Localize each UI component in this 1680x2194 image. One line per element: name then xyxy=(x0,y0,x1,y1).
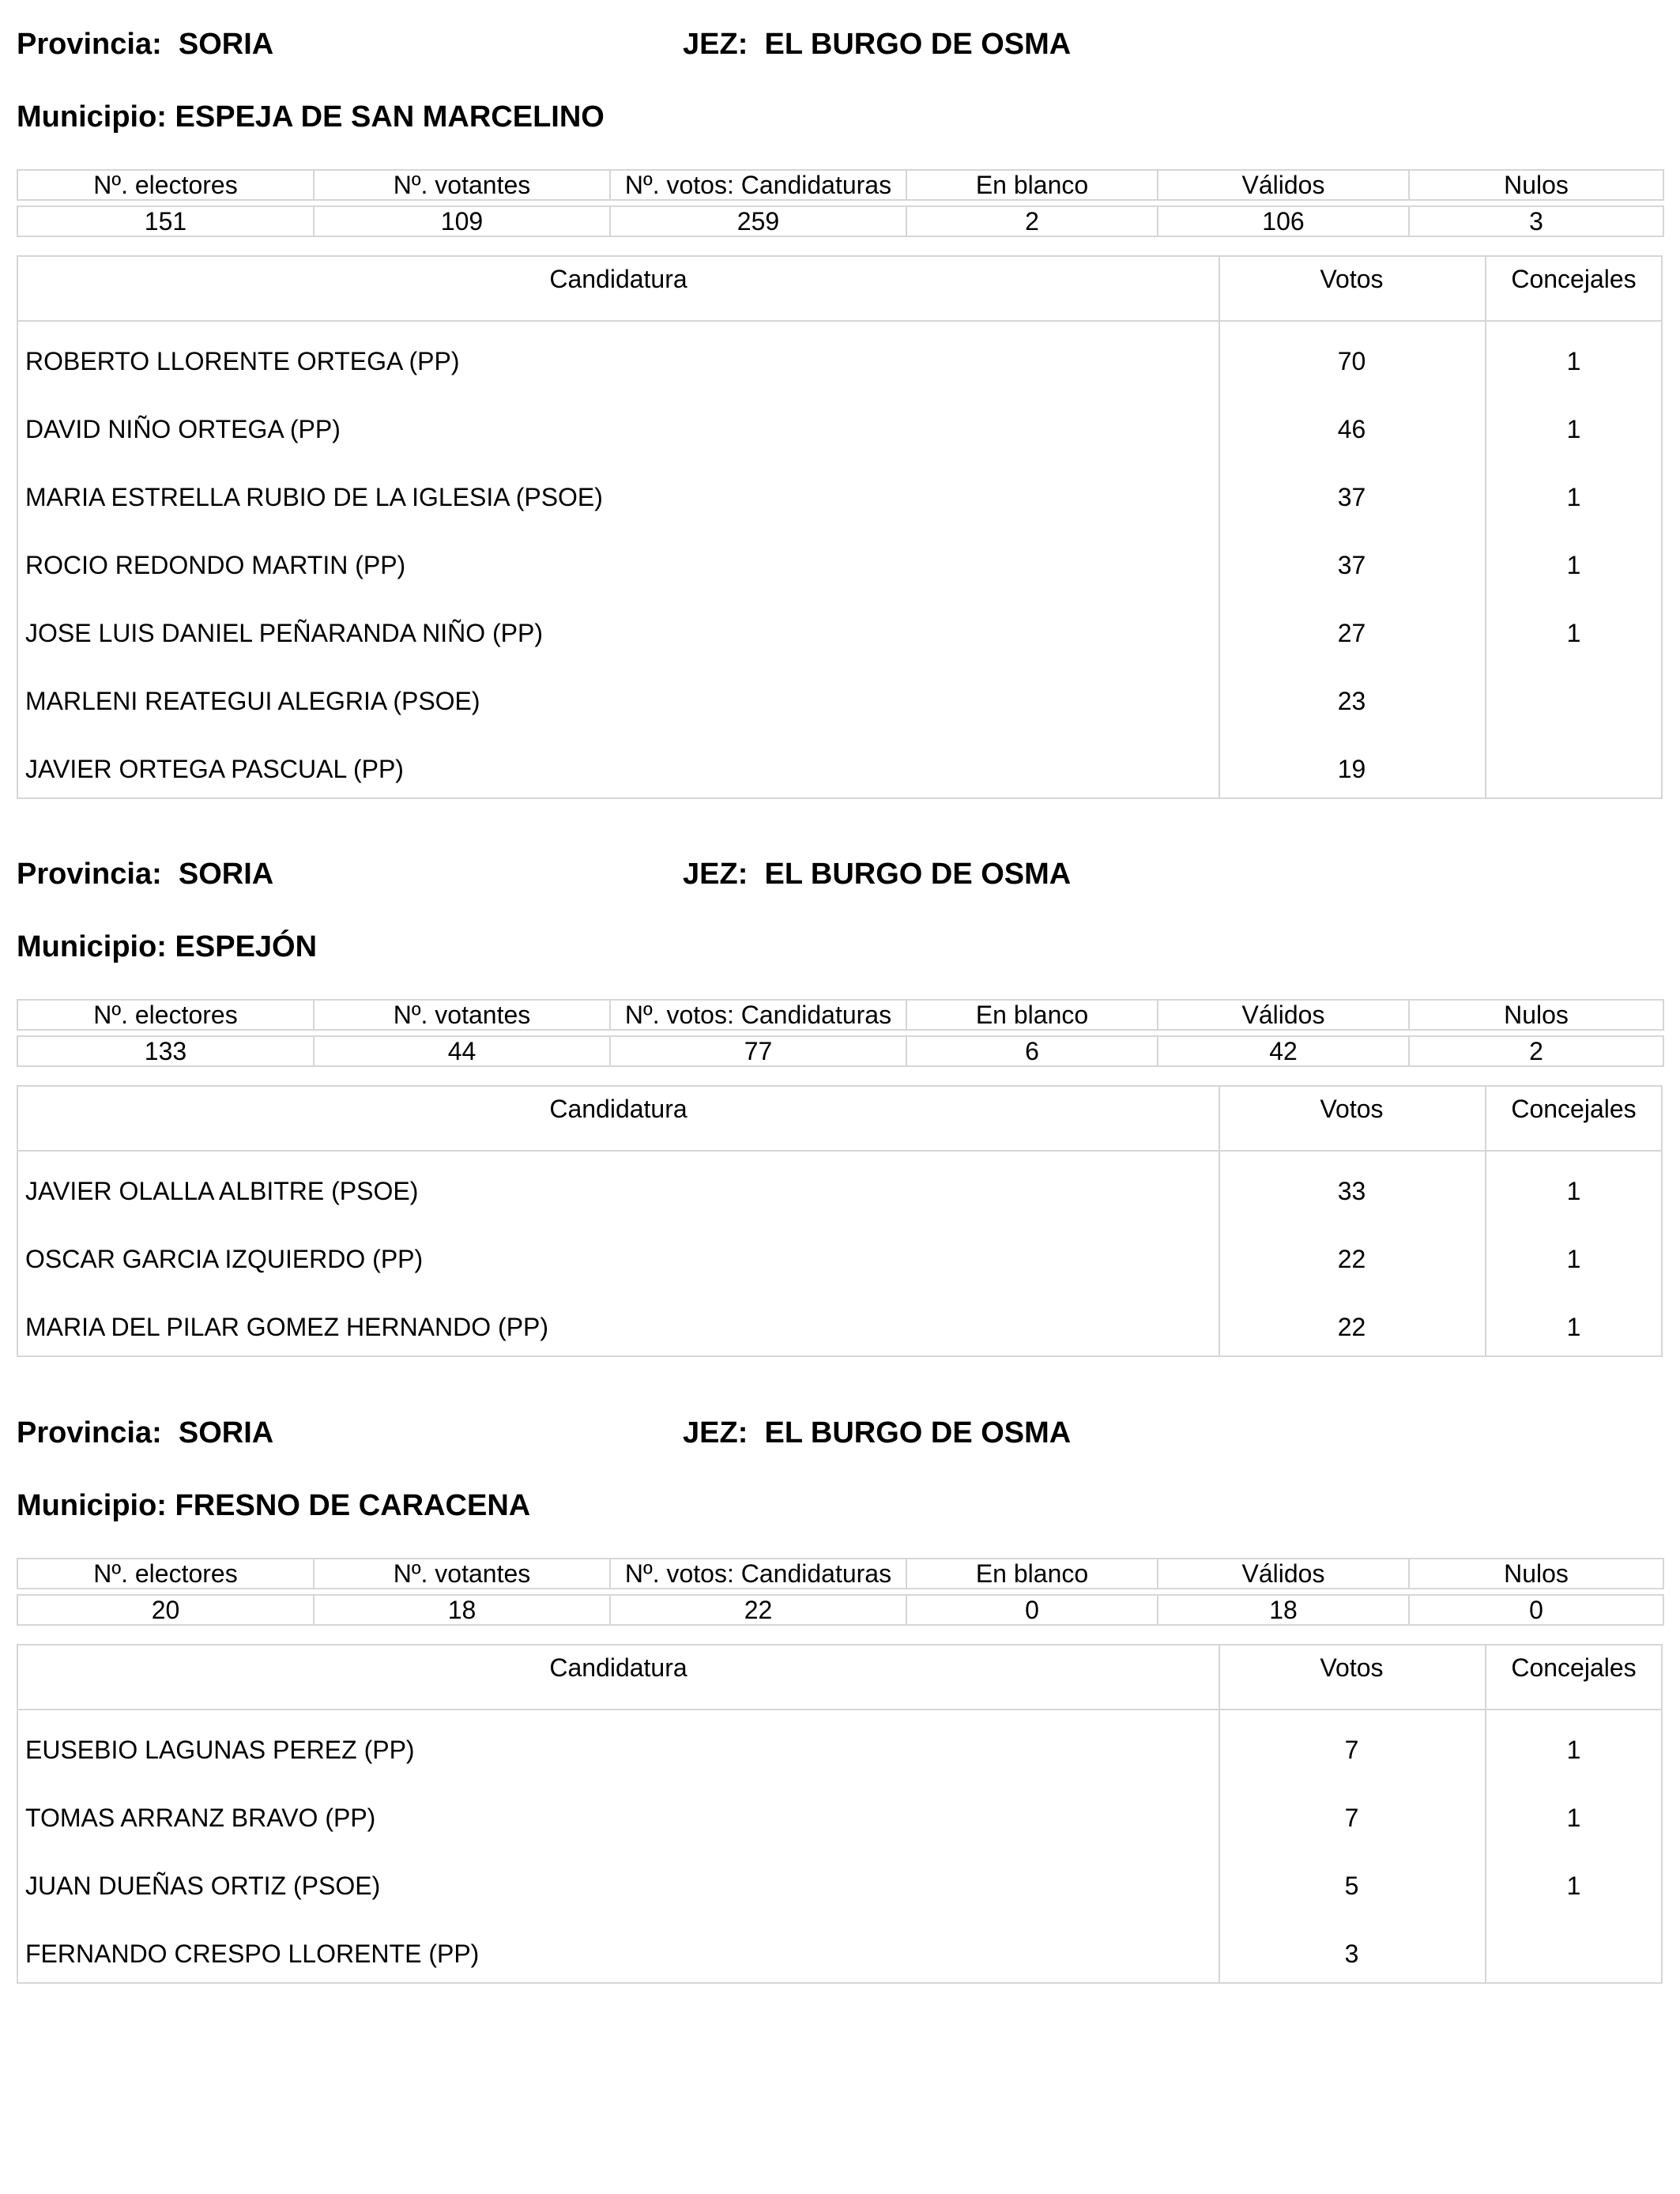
candidate-name: ROCIO REDONDO MARTIN (PP) xyxy=(25,551,406,579)
stats-value-cell: 20 xyxy=(17,1595,314,1625)
candidate-votes: 5 xyxy=(1344,1872,1359,1900)
stats-value-cell: 0 xyxy=(906,1595,1158,1625)
jez-line xyxy=(683,28,1071,60)
candidate-name: OSCAR GARCIA IZQUIERDO (PP) xyxy=(25,1245,424,1273)
candidate-votes: 3 xyxy=(1344,1940,1359,1968)
candidate-row xyxy=(18,594,1661,662)
candidate-row xyxy=(18,1846,1661,1914)
stats-header-cell: Nº. votantes xyxy=(314,1559,610,1589)
stats-header-cell: Nº. votos: Candidaturas xyxy=(610,170,906,200)
candidate-votes: 22 xyxy=(1337,1313,1366,1341)
stats-header-cell: En blanco xyxy=(906,1000,1158,1030)
stats-table xyxy=(17,999,1664,1067)
municipality-section xyxy=(17,0,1663,783)
stats-table xyxy=(17,1558,1664,1626)
candidate-votes: 37 xyxy=(1337,483,1366,511)
stats-value-row xyxy=(17,1036,1663,1066)
stats-header-cell: Válidos xyxy=(1158,1559,1409,1589)
candidatura-header: Candidatura xyxy=(549,1653,687,1682)
concejales-header: Concejales xyxy=(1511,1653,1637,1682)
candidate-row xyxy=(18,526,1661,594)
stats-header-cell: Nulos xyxy=(1409,170,1663,200)
candidatura-header: Candidatura xyxy=(549,265,687,293)
jez-value: EL BURGO DE OSMA xyxy=(764,1416,1072,1449)
stats-value-cell: 106 xyxy=(1158,206,1409,236)
jez-label: JEZ: xyxy=(683,858,765,891)
municipio-value: ESPEJÓN xyxy=(175,930,318,963)
municipio-value: ESPEJA DE SAN MARCELINO xyxy=(175,100,605,134)
provincia-label: Provincia: xyxy=(17,858,179,891)
stats-header-cell: Nº. votantes xyxy=(314,170,610,200)
stats-header-row xyxy=(17,1000,1663,1030)
candidate-concejales: 1 xyxy=(1566,415,1581,443)
candidate-name: MARIA ESTRELLA RUBIO DE LA IGLESIA (PSOE) xyxy=(25,483,603,511)
provincia-label: Provincia: xyxy=(17,28,179,61)
stats-value-row xyxy=(17,206,1663,236)
candidate-row xyxy=(18,1152,1661,1220)
stats-table xyxy=(17,169,1664,237)
stats-value-cell: 42 xyxy=(1158,1036,1409,1066)
municipality-section xyxy=(17,1389,1663,1968)
concejales-header: Concejales xyxy=(1511,1095,1637,1123)
provincia-value: SORIA xyxy=(178,28,274,61)
municipio-label: Municipio: xyxy=(17,100,175,134)
stats-value-cell: 2 xyxy=(906,206,1158,236)
stats-value-cell: 259 xyxy=(610,206,906,236)
candidate-name: DAVID NIÑO ORTEGA (PP) xyxy=(25,415,341,443)
stats-value-cell: 0 xyxy=(1409,1595,1663,1625)
candidates-header-row xyxy=(18,257,1661,322)
stats-header-cell: Nº. electores xyxy=(17,1559,314,1589)
stats-value-cell: 6 xyxy=(906,1036,1158,1066)
candidate-row xyxy=(18,662,1661,729)
municipio-line xyxy=(17,101,605,133)
stats-value-cell: 151 xyxy=(17,206,314,236)
section-header xyxy=(17,0,1663,146)
candidate-concejales: 1 xyxy=(1566,551,1581,579)
candidate-name: ROBERTO LLORENTE ORTEGA (PP) xyxy=(25,347,460,375)
candidates-table xyxy=(17,1644,1663,1984)
jez-label: JEZ: xyxy=(683,1416,765,1449)
section-header xyxy=(17,1389,1663,1535)
votos-header: Votos xyxy=(1320,1095,1384,1123)
candidate-concejales: 1 xyxy=(1566,347,1581,375)
stats-value-cell: 22 xyxy=(610,1595,906,1625)
stats-header-cell: Nulos xyxy=(1409,1000,1663,1030)
candidate-votes: 27 xyxy=(1337,619,1366,647)
candidate-votes: 37 xyxy=(1337,551,1366,579)
candidates-table xyxy=(17,1085,1663,1357)
candidate-name: MARLENI REATEGUI ALEGRIA (PSOE) xyxy=(25,687,480,715)
provincia-value: SORIA xyxy=(178,1416,274,1449)
stats-header-cell: Nº. votos: Candidaturas xyxy=(610,1000,906,1030)
stats-value-cell: 44 xyxy=(314,1036,610,1066)
candidate-row xyxy=(18,458,1661,526)
candidate-votes: 70 xyxy=(1337,347,1366,375)
candidate-votes: 33 xyxy=(1337,1177,1366,1205)
stats-header-cell: Nulos xyxy=(1409,1559,1663,1589)
stats-value-cell: 2 xyxy=(1409,1036,1663,1066)
candidates-header-row xyxy=(18,1087,1661,1152)
municipio-value: FRESNO DE CARACENA xyxy=(175,1489,531,1522)
candidates-header-row xyxy=(18,1646,1661,1710)
candidate-row xyxy=(18,322,1661,390)
candidates-table xyxy=(17,255,1663,799)
candidatura-header: Candidatura xyxy=(549,1095,687,1123)
stats-value-cell: 3 xyxy=(1409,206,1663,236)
provincia-line xyxy=(17,28,273,60)
stats-value-cell: 18 xyxy=(1158,1595,1409,1625)
candidate-name: FERNANDO CRESPO LLORENTE (PP) xyxy=(25,1940,480,1968)
candidate-name: JAVIER OLALLA ALBITRE (PSOE) xyxy=(25,1177,419,1205)
candidate-concejales: 1 xyxy=(1566,483,1581,511)
stats-header-row xyxy=(17,1559,1663,1589)
candidate-concejales: 1 xyxy=(1566,1245,1581,1273)
candidate-concejales: 1 xyxy=(1566,1736,1581,1764)
candidate-name: JAVIER ORTEGA PASCUAL (PP) xyxy=(25,755,404,783)
stats-header-cell: Nº. votantes xyxy=(314,1000,610,1030)
candidate-concejales: 1 xyxy=(1566,1177,1581,1205)
municipality-section xyxy=(17,830,1663,1341)
candidate-name: JUAN DUEÑAS ORTIZ (PSOE) xyxy=(25,1872,381,1900)
jez-line xyxy=(683,858,1071,890)
candidate-concejales: 1 xyxy=(1566,1872,1581,1900)
provincia-value: SORIA xyxy=(178,858,274,891)
candidate-votes: 23 xyxy=(1337,687,1366,715)
stats-value-cell: 109 xyxy=(314,206,610,236)
municipio-line xyxy=(17,1490,530,1521)
candidate-row xyxy=(18,1778,1661,1846)
provincia-line xyxy=(17,858,273,890)
provincia-label: Provincia: xyxy=(17,1416,179,1449)
candidate-concejales: 1 xyxy=(1566,1313,1581,1341)
stats-value-cell: 77 xyxy=(610,1036,906,1066)
candidate-name: JOSE LUIS DANIEL PEÑARANDA NIÑO (PP) xyxy=(25,619,543,647)
candidate-row xyxy=(18,1914,1661,1982)
votos-header: Votos xyxy=(1320,265,1384,293)
municipio-label: Municipio: xyxy=(17,930,175,963)
section-header xyxy=(17,830,1663,976)
municipio-label: Municipio: xyxy=(17,1489,175,1522)
stats-header-row xyxy=(17,170,1663,200)
stats-header-cell: Válidos xyxy=(1158,170,1409,200)
candidate-name: MARIA DEL PILAR GOMEZ HERNANDO (PP) xyxy=(25,1313,549,1341)
candidate-row xyxy=(18,1710,1661,1778)
candidate-votes: 7 xyxy=(1344,1736,1359,1764)
stats-header-cell: Nº. votos: Candidaturas xyxy=(610,1559,906,1589)
stats-header-cell: Válidos xyxy=(1158,1000,1409,1030)
jez-label: JEZ: xyxy=(683,28,765,61)
candidate-name: EUSEBIO LAGUNAS PEREZ (PP) xyxy=(25,1736,415,1764)
candidate-row xyxy=(18,1220,1661,1287)
jez-line xyxy=(683,1417,1071,1449)
concejales-header: Concejales xyxy=(1511,265,1637,293)
stats-header-cell: En blanco xyxy=(906,1559,1158,1589)
stats-value-cell: 18 xyxy=(314,1595,610,1625)
candidate-concejales: 1 xyxy=(1566,1804,1581,1832)
candidate-row xyxy=(18,390,1661,458)
candidate-votes: 19 xyxy=(1337,755,1366,783)
candidate-row xyxy=(18,1287,1661,1355)
candidate-votes: 22 xyxy=(1337,1245,1366,1273)
municipio-line xyxy=(17,931,317,963)
stats-header-cell: Nº. electores xyxy=(17,1000,314,1030)
candidate-name: TOMAS ARRANZ BRAVO (PP) xyxy=(25,1804,376,1832)
candidate-votes: 46 xyxy=(1337,415,1366,443)
candidate-votes: 7 xyxy=(1344,1804,1359,1832)
candidate-row xyxy=(18,729,1661,797)
stats-header-cell: En blanco xyxy=(906,170,1158,200)
jez-value: EL BURGO DE OSMA xyxy=(764,858,1072,891)
provincia-line xyxy=(17,1417,273,1449)
stats-value-cell: 133 xyxy=(17,1036,314,1066)
votos-header: Votos xyxy=(1320,1653,1384,1682)
candidate-concejales: 1 xyxy=(1566,619,1581,647)
stats-header-cell: Nº. electores xyxy=(17,170,314,200)
jez-value: EL BURGO DE OSMA xyxy=(764,28,1072,61)
stats-value-row xyxy=(17,1595,1663,1625)
